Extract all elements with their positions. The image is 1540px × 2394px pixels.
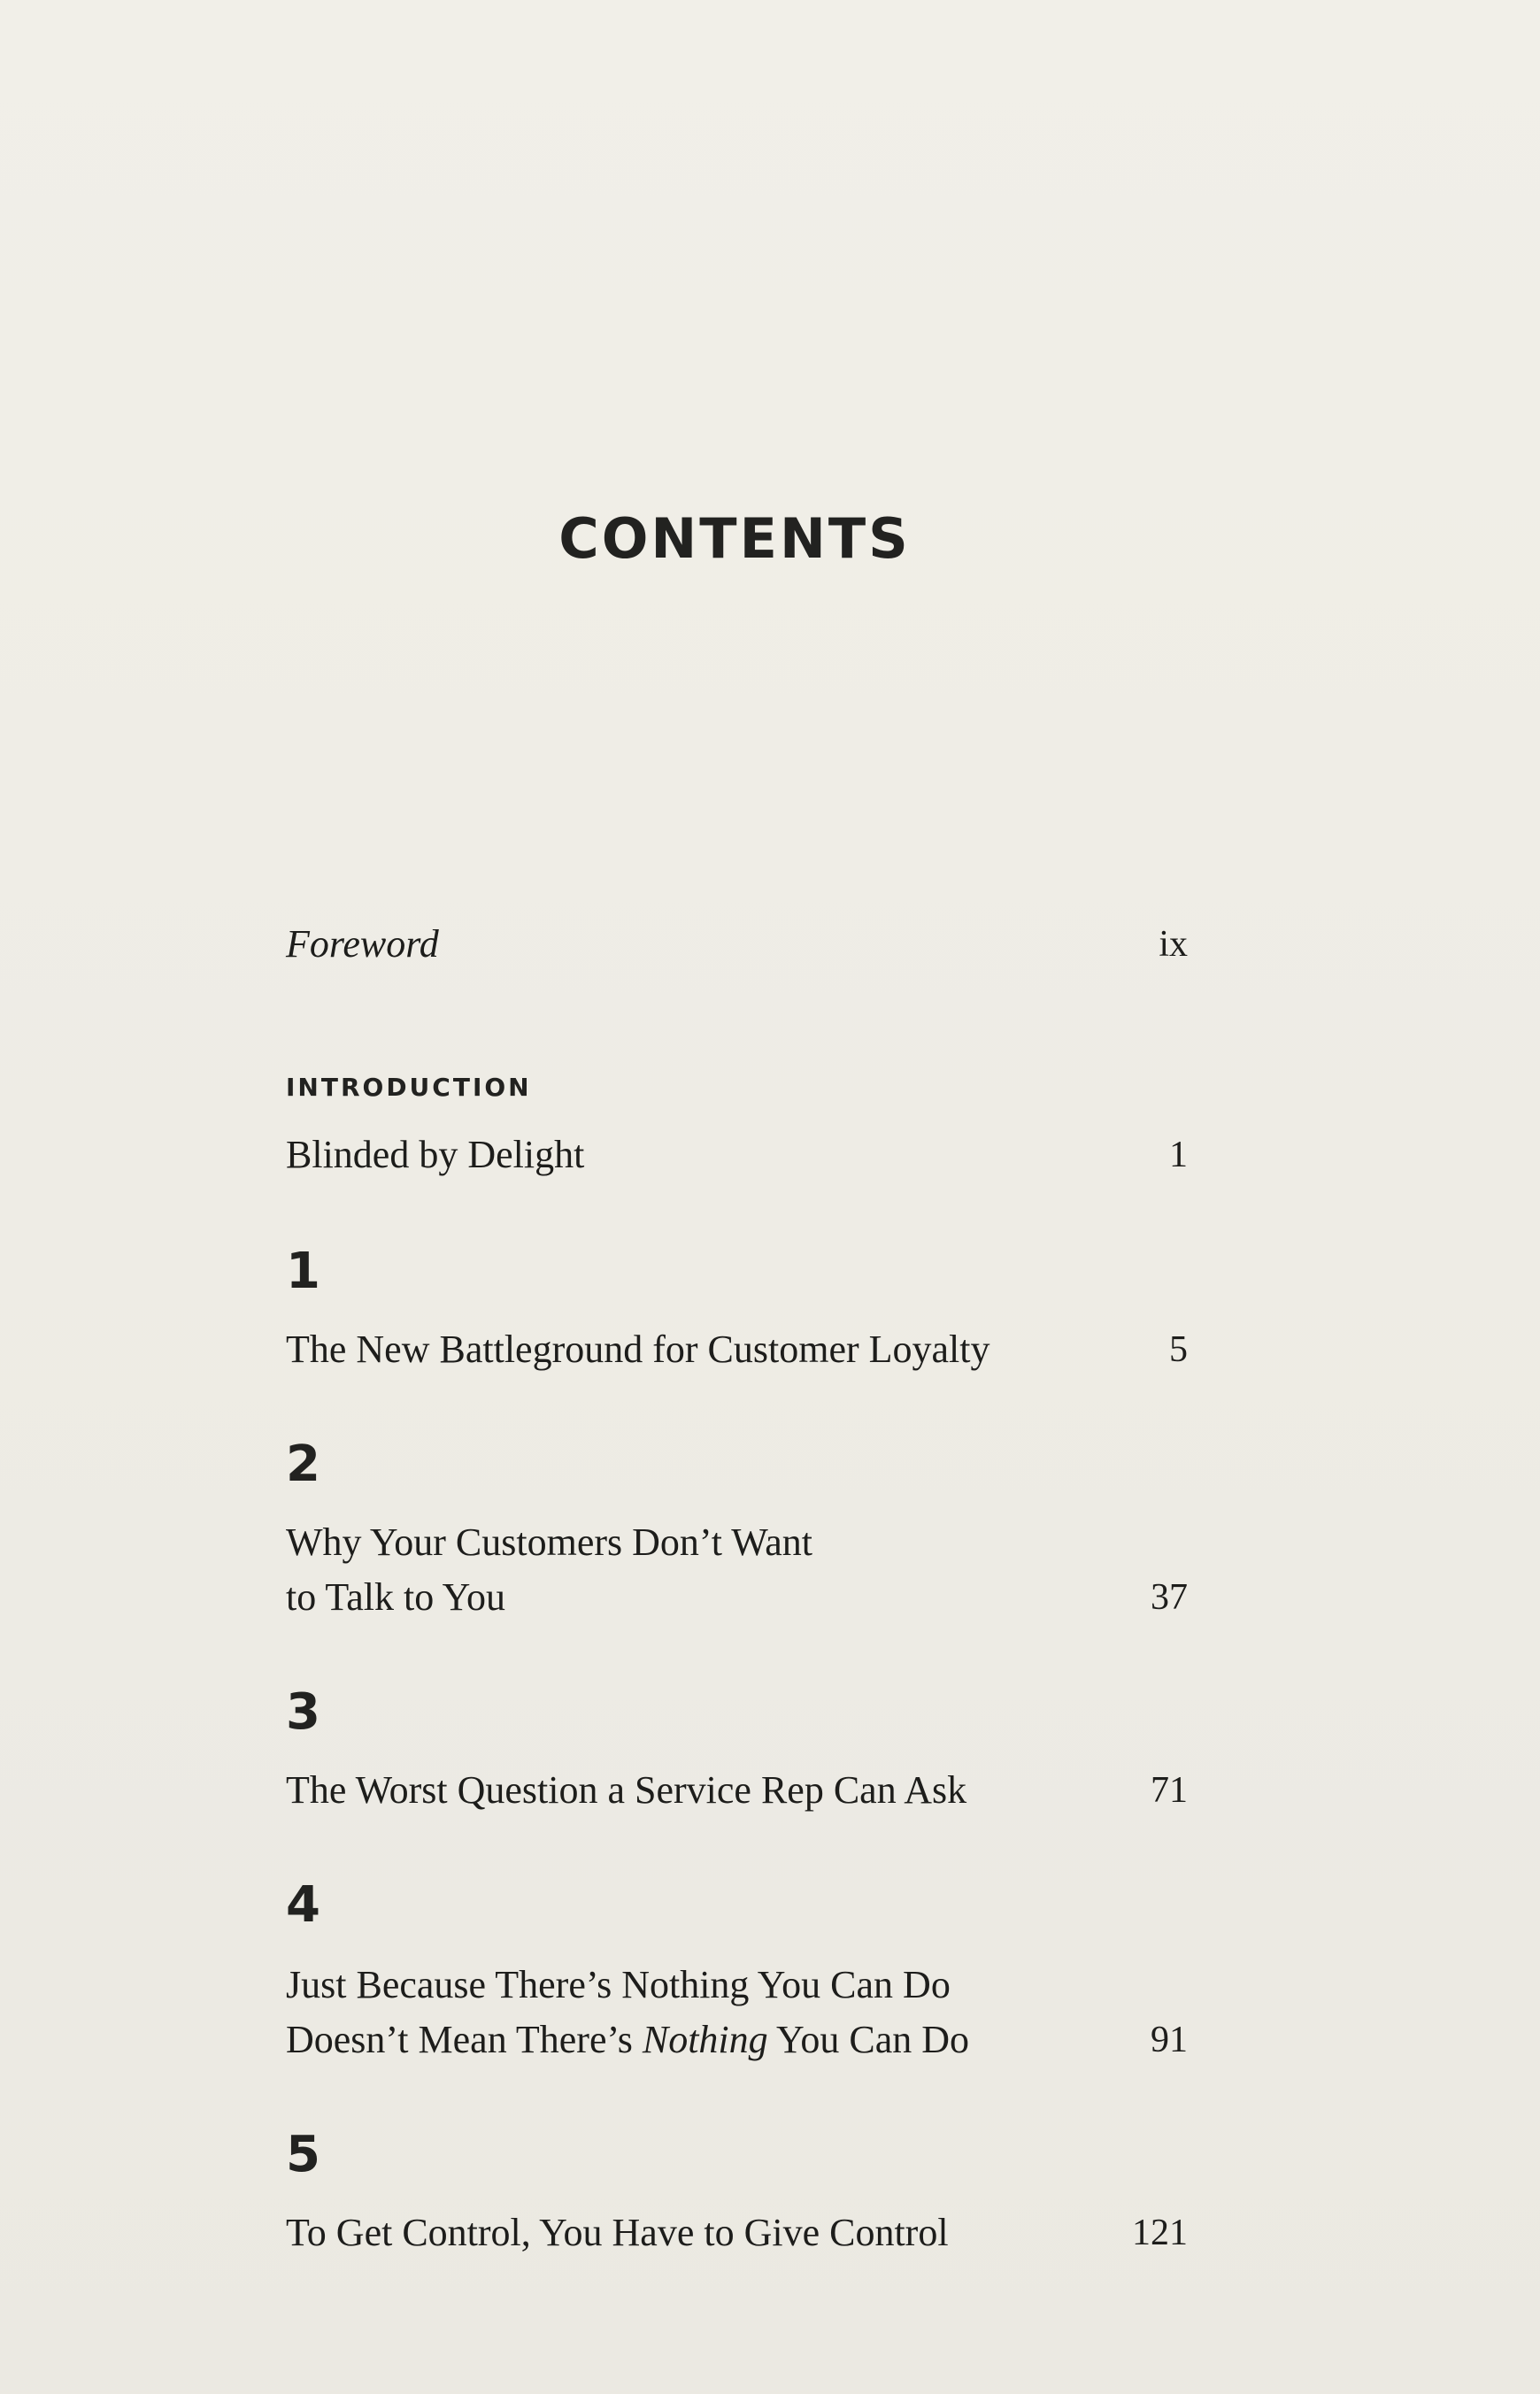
chapter-number: 5 [286,2126,320,2183]
toc-entry-chapter-2-title [286,1515,812,1625]
title-emphasis: Nothing [642,2018,768,2061]
title-line: Why Your Customers Don’t Want [286,1520,812,1564]
toc-entry-chapter-1-title: The New Battleground for Customer Loyalty [286,1328,990,1371]
toc-entry-introduction-title: Blinded by Delight [286,1133,585,1176]
chapter-number: 1 [286,1243,320,1300]
title-line: Just Because There’s Nothing You Can Do [286,1963,951,2006]
title-text: Doesn’t Mean There’s [286,2018,643,2061]
title-line [286,2013,969,2067]
toc-entry-chapter-4-page: 91 [1151,2020,1188,2060]
toc-entry-chapter-4-title [286,1958,969,2067]
chapter-number: 4 [286,1876,320,1934]
toc-entry-chapter-1-page: 5 [1169,1329,1188,1370]
chapter-number: 3 [286,1683,320,1741]
toc-entry-chapter-5-page: 121 [1132,2213,1188,2253]
introduction-label: INTRODUCTION [286,1073,532,1102]
toc-entry-chapter-5-title: To Get Control, You Have to Give Control [286,2211,949,2254]
toc-entry-chapter-3-title: The Worst Question a Service Rep Can Ask [286,1768,967,1812]
page-title: CONTENTS [558,506,911,571]
toc-entry-foreword-page: ix [1159,924,1188,965]
toc-entry-chapter-3-page: 71 [1151,1770,1188,1811]
title-text: You Can Do [767,2018,970,2061]
toc-entry-foreword-title: Foreword [286,922,439,966]
chapter-number: 2 [286,1436,320,1493]
toc-entry-chapter-2-page: 37 [1151,1577,1188,1618]
toc-entry-introduction-page: 1 [1169,1135,1188,1175]
title-line: to Talk to You [286,1575,505,1619]
